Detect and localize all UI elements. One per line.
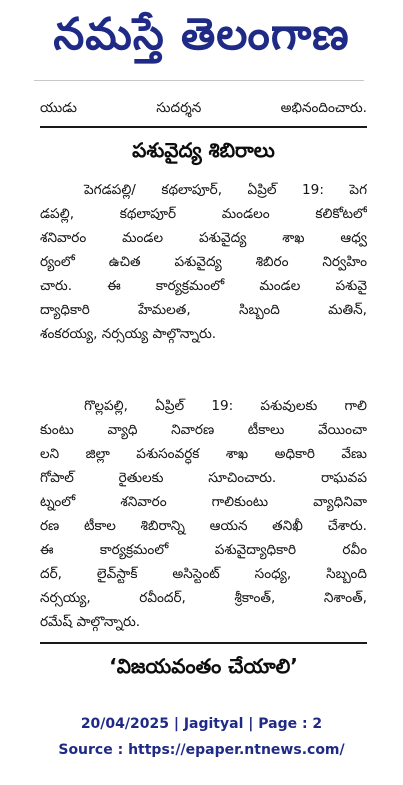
news-clipping [40, 84, 367, 690]
paragraph-line: పెగడపల్లి/ కథలాపూర్, ఏప్రిల్ 19: పెగ [84, 182, 367, 198]
article-heading-veterinary-camps: పశువైద్య శిబిరాలు [132, 138, 275, 162]
masthead [0, 0, 403, 72]
paragraph-line: రమేష్ పాల్గొన్నారు. [40, 614, 141, 630]
paragraph-line: కుంటు వ్యాధి నివారణ టీకాలు వేయించా [40, 422, 367, 438]
paragraph-line: డపల్లి, కథలాపూర్ మండలం కలికోటలో [40, 206, 367, 222]
paragraph-line: ర్యంలో ఉచిత పశువైద్య శిబిరం నిర్వహిం [40, 254, 367, 270]
paragraph-line: చారు. ఈ కార్యక్రమంలో మండల పశువై [40, 278, 367, 294]
paragraph-line: దర్, లైవ్‌స్టాక్ అసిస్టెంట్ సంధ్య, సిబ్బంది [40, 566, 367, 582]
paragraph-line: లని జిల్లా పశుసంవర్ధక శాఖ అధికారి వేణు [40, 446, 367, 462]
paragraph-line: నర్సయ్య, రవీందర్, శ్రీకాంత్, నిశాంత్, [40, 590, 367, 606]
paragraph-line: రణ టీకాల శిబిరాన్ని ఆయన తనిఖీ చేశారు. [40, 518, 367, 534]
masthead-title: నమస్తే తెలంగాణ [53, 9, 350, 60]
footer-source: Source : https://epaper.ntnews.com/ [58, 742, 345, 758]
paragraph-line: ఈ కార్యక్రమంలో పశువైద్యాధికారి రవీం [40, 542, 367, 558]
paragraph-line: ట్నంలో శనివారం గాలికుంటు వ్యాధినివా [40, 494, 367, 510]
footer-date-edition: 20/04/2025 | Jagityal | Page : 2 [80, 716, 323, 732]
section-divider-top [40, 126, 367, 128]
paragraph-line: శనివారం మండల పశువైద్య శాఖ ఆధ్వ [40, 230, 367, 246]
paragraph-line: శంకరయ్య, నర్సయ్య పాల్గొన్నారు. [40, 326, 217, 342]
section-divider-bottom [40, 642, 367, 644]
paragraph-line: గొల్లపల్లి, ఏప్రిల్ 19: పశువులకు గాలి [84, 398, 367, 414]
lead-line: యుడు సుదర్శన అభినందించారు. [40, 100, 367, 116]
masthead-divider [34, 80, 364, 81]
article-heading-make-successful: ‘విజయవంతం చేయాలి’ [109, 654, 298, 678]
paragraph-line: గోపాల్ రైతులకు సూచించారు. రాఘవప [40, 470, 367, 486]
paragraph-line: ద్యాధికారి హేమలత, సిబ్బంది మతిన్, [40, 302, 367, 318]
